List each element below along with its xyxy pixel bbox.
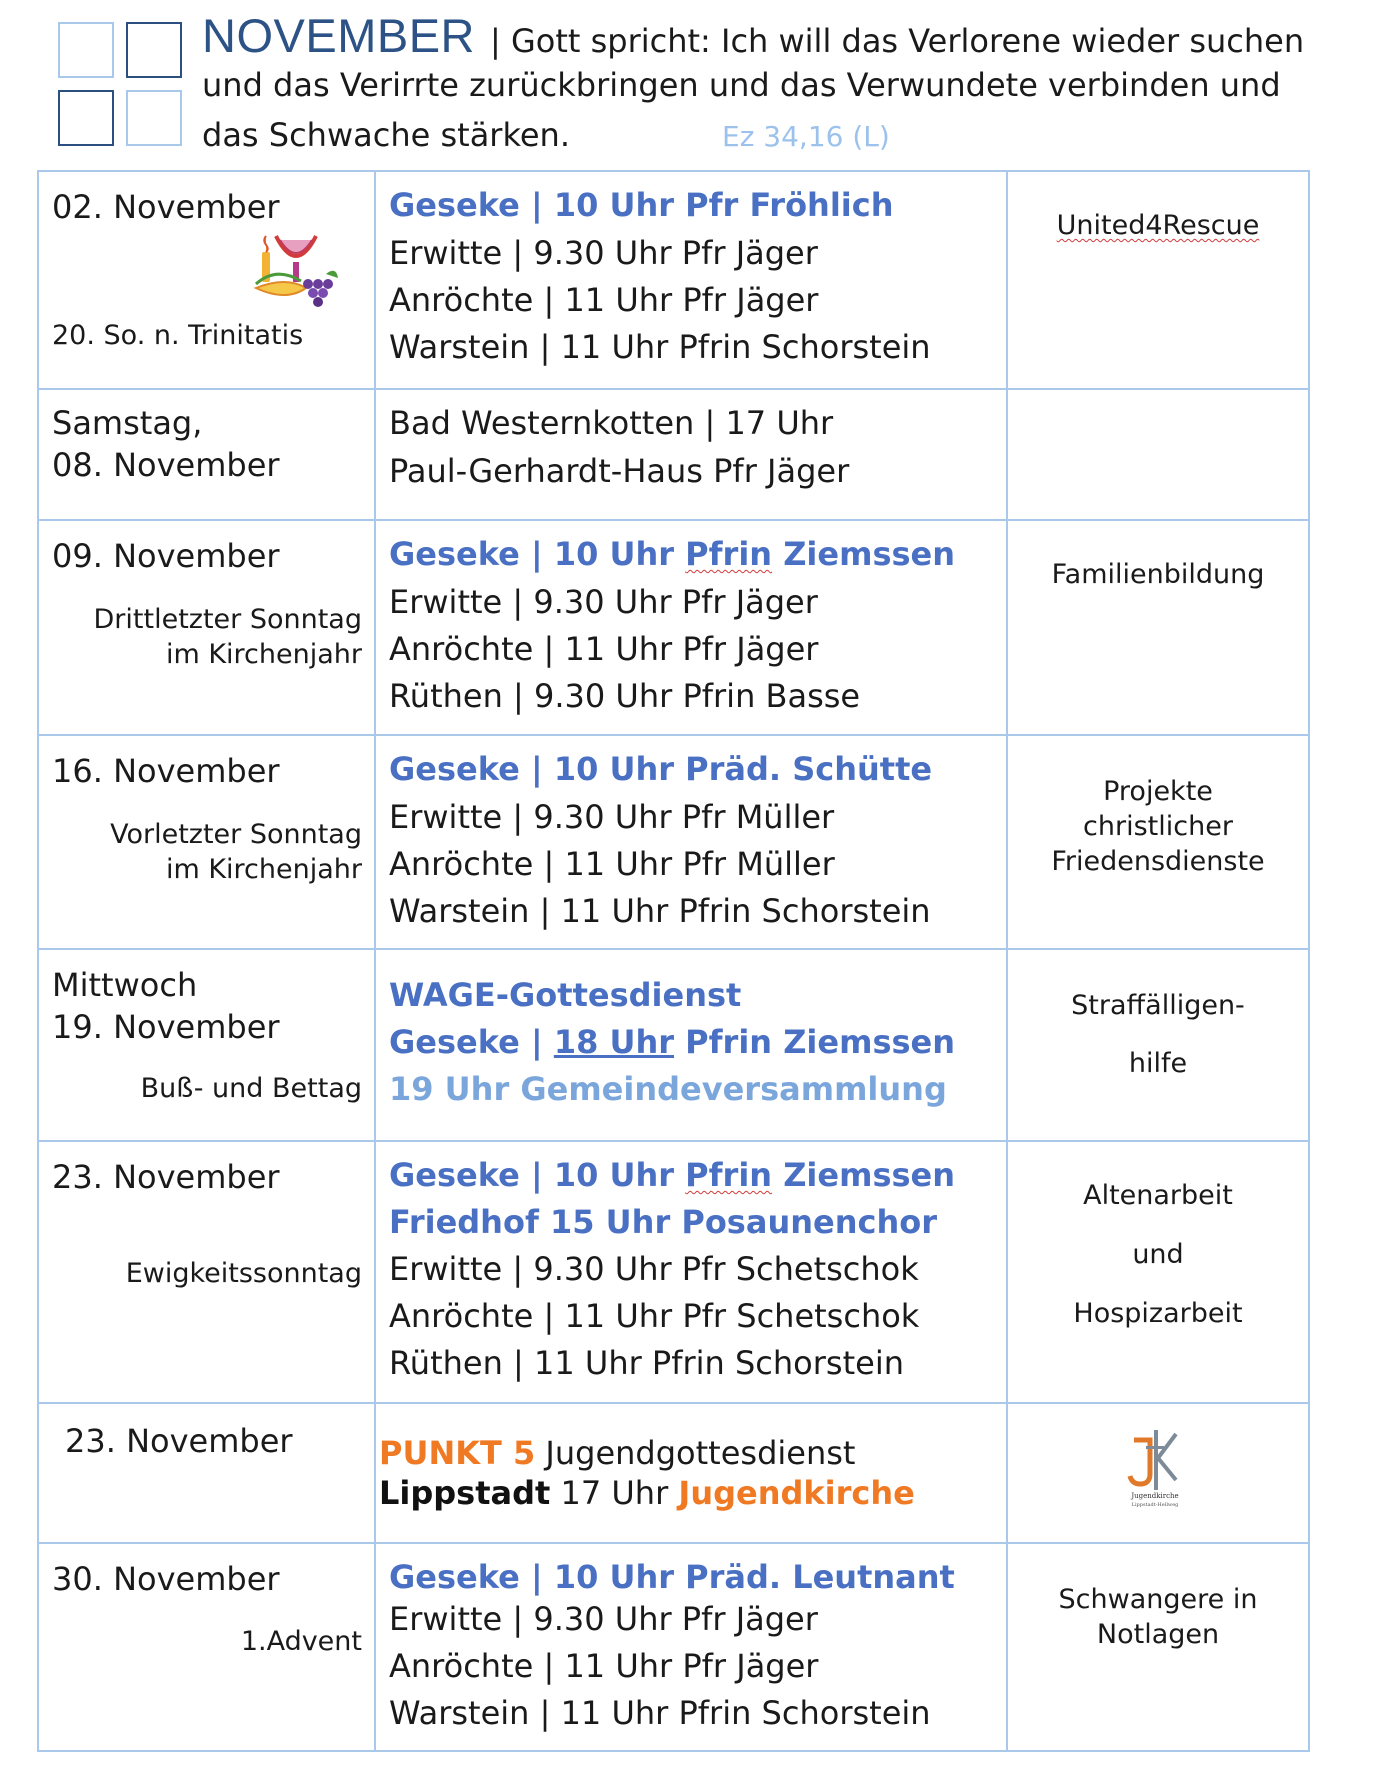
- header-square-bottom-left: [58, 90, 114, 146]
- sunday-name: Drittletzter Sonntag: [93, 604, 362, 635]
- table-row: [39, 519, 1308, 734]
- sunday-name: Vorletzter Sonntag: [110, 819, 362, 850]
- date-cell: [39, 1544, 376, 1750]
- collection-label: Straffälligen-: [1071, 990, 1245, 1021]
- service-line: Geseke | 10 Uhr Pfr Fröhlich: [389, 186, 894, 224]
- collection-label: und: [1132, 1239, 1184, 1270]
- collection-cell: [1008, 950, 1308, 1140]
- service-line: Lippstadt 17 Uhr Jugendkirche: [379, 1474, 915, 1512]
- sunday-name: Buß- und Bettag: [140, 1073, 362, 1104]
- service-line: Erwitte | 9.30 Uhr Pfr Jäger: [389, 1600, 818, 1638]
- service-line: Geseke | 10 Uhr Pfrin Ziemssen: [389, 535, 956, 573]
- service-line: Bad Westernkotten | 17 Uhr: [389, 404, 834, 442]
- collection-label: Hospizarbeit: [1073, 1298, 1243, 1329]
- verse-line-3: das Schwache stärken.: [202, 116, 570, 154]
- month-title: NOVEMBER: [202, 9, 475, 62]
- collection-label: Notlagen: [1096, 1619, 1220, 1650]
- table-row: [39, 948, 1308, 1140]
- service-line: Anröchte | 11 Uhr Pfr Jäger: [389, 281, 819, 319]
- service-line: Anröchte | 11 Uhr Pfr Schetschok: [389, 1297, 920, 1335]
- jugendkirche-logo-icon: [1120, 1422, 1190, 1512]
- verse-reference: Ez 34,16 (L): [722, 120, 890, 153]
- service-line: Erwitte | 9.30 Uhr Pfr Jäger: [389, 234, 818, 272]
- collection-cell: [1008, 390, 1308, 519]
- collection-cell: [1008, 1544, 1308, 1750]
- collection-label: Schwangere in: [1058, 1584, 1258, 1615]
- date-cell: [39, 736, 376, 948]
- date-cell: [39, 1404, 376, 1542]
- service-line: Warstein | 11 Uhr Pfrin Schorstein: [389, 328, 931, 366]
- service-line: Geseke | 10 Uhr Pfrin Ziemssen: [389, 1156, 956, 1194]
- service-line: PUNKT 5 Jugendgottesdienst: [379, 1434, 856, 1472]
- service-line: Rüthen | 11 Uhr Pfrin Schorstein: [389, 1344, 904, 1382]
- date-cell: [39, 521, 376, 734]
- collection-label: Familienbildung: [1051, 559, 1265, 590]
- services-cell: [376, 521, 1008, 734]
- service-line: Geseke | 10 Uhr Präd. Schütte: [389, 750, 933, 788]
- date-label: Mittwoch: [52, 966, 198, 1004]
- collection-label: hilfe: [1128, 1048, 1188, 1079]
- header-square-top-left: [58, 22, 114, 78]
- date-label: 19. November: [52, 1008, 280, 1046]
- logo-text: Jugendkirche: [1131, 1492, 1179, 1500]
- services-cell: [376, 950, 1008, 1140]
- collection-cell: [1008, 736, 1308, 948]
- date-cell: [39, 950, 376, 1140]
- date-label: Samstag,: [52, 404, 203, 442]
- service-line: Erwitte | 9.30 Uhr Pfr Jäger: [389, 583, 818, 621]
- table-row: [39, 388, 1308, 519]
- services-cell: [376, 1142, 1008, 1402]
- header-square-bottom-right: [126, 90, 182, 146]
- services-cell: [376, 1404, 1008, 1542]
- table-row: [39, 734, 1308, 948]
- service-line: Anröchte | 11 Uhr Pfr Jäger: [389, 1647, 819, 1685]
- service-line: Anröchte | 11 Uhr Pfr Jäger: [389, 630, 819, 668]
- service-line: Rüthen | 9.30 Uhr Pfrin Basse: [389, 677, 861, 715]
- collection-cell: [1008, 1404, 1308, 1542]
- header-square-top-right: [126, 22, 182, 78]
- sunday-name: 1.Advent: [240, 1626, 362, 1657]
- service-line: Geseke | 18 Uhr Pfrin Ziemssen: [389, 1023, 956, 1061]
- service-line: 19 Uhr Gemeindeversammlung: [389, 1070, 947, 1108]
- collection-cell: [1008, 521, 1308, 734]
- collection-label: Friedensdienste: [1051, 846, 1265, 877]
- date-label: 09. November: [52, 537, 280, 575]
- verse-line-1: | Gott spricht: Ich will das Verlorene wieder suchen: [490, 22, 1305, 60]
- sunday-name: 20. So. n. Trinitatis: [52, 320, 304, 351]
- sunday-name: Ewigkeitssonntag: [125, 1258, 362, 1289]
- services-cell: [376, 172, 1008, 388]
- services-cell: [376, 390, 1008, 519]
- collection-label: Altenarbeit: [1083, 1180, 1233, 1211]
- date-label: 23. November: [52, 1158, 280, 1196]
- table-row: [39, 1402, 1308, 1542]
- services-cell: [376, 736, 1008, 948]
- date-label: 23. November: [65, 1422, 293, 1460]
- date-cell: [39, 1142, 376, 1402]
- verse-line-2: und das Verirrte zurückbringen und das Verwundete verbinden und: [202, 66, 1281, 104]
- sunday-name: im Kirchenjahr: [165, 854, 362, 885]
- date-label: 02. November: [52, 188, 280, 226]
- date-label: 08. November: [52, 446, 280, 484]
- service-line: Erwitte | 9.30 Uhr Pfr Müller: [389, 798, 835, 836]
- service-table: [37, 170, 1310, 1752]
- collection-cell: [1008, 1142, 1308, 1402]
- service-line: Friedhof 15 Uhr Posaunenchor: [389, 1203, 937, 1241]
- service-line: Warstein | 11 Uhr Pfrin Schorstein: [389, 1694, 931, 1732]
- service-line: Anröchte | 11 Uhr Pfr Müller: [389, 845, 835, 883]
- communion-chalice-icon: [246, 226, 346, 316]
- collection-cell: [1008, 172, 1308, 388]
- service-line: WAGE-Gottesdienst: [389, 976, 742, 1014]
- service-line: Paul-Gerhardt-Haus Pfr Jäger: [389, 452, 850, 490]
- sunday-name: im Kirchenjahr: [165, 639, 362, 670]
- date-label: 16. November: [52, 752, 280, 790]
- service-line: Warstein | 11 Uhr Pfrin Schorstein: [389, 892, 931, 930]
- collection-label: Projekte: [1103, 776, 1213, 807]
- date-cell: [39, 390, 376, 519]
- table-row: [39, 1542, 1308, 1750]
- service-line: Geseke | 10 Uhr Präd. Leutnant: [389, 1558, 955, 1596]
- date-cell: [39, 172, 376, 388]
- collection-label: United4Rescue: [1056, 210, 1260, 241]
- date-label: 30. November: [52, 1560, 280, 1598]
- collection-label: christlicher: [1083, 811, 1233, 842]
- table-row: [39, 1140, 1308, 1402]
- services-cell: [376, 1544, 1008, 1750]
- logo-subtext: Lippstadt-Hellweg: [1131, 1502, 1179, 1508]
- service-line: Erwitte | 9.30 Uhr Pfr Schetschok: [389, 1250, 919, 1288]
- table-row: [39, 172, 1308, 388]
